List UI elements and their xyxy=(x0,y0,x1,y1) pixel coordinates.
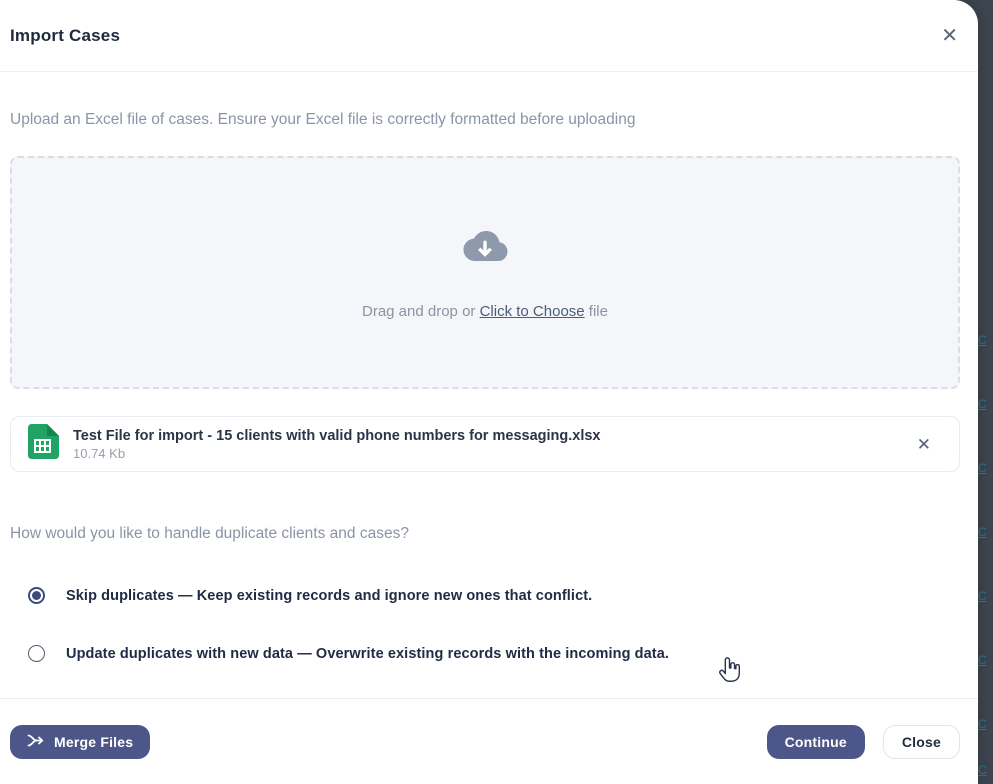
file-meta xyxy=(73,428,600,461)
radio-selected-icon[interactable] xyxy=(28,587,45,604)
close-button[interactable]: Close xyxy=(883,725,960,759)
file-size: 10.74 Kb xyxy=(73,445,126,461)
modal-header xyxy=(0,0,978,72)
option-label: Update duplicates with new data — Overwrite existing records with the incoming data. xyxy=(66,645,670,662)
modal-title: Import Cases xyxy=(10,25,121,45)
click-to-choose-link[interactable]: Click to Choose xyxy=(479,302,585,320)
duplicate-handling-question: How would you like to handle duplicate clients and cases? xyxy=(10,525,409,542)
background-link-glyph: C xyxy=(978,653,987,667)
option-label: Skip duplicates — Keep existing records and ignore new ones that conflict. xyxy=(66,587,593,604)
remove-file-icon[interactable]: ✕ xyxy=(913,432,935,457)
merge-files-label: Merge Files xyxy=(54,733,134,750)
file-name: Test File for import - 15 clients with valid phone numbers for messaging.xlsx xyxy=(73,427,601,444)
drag-text-prefix: Drag and drop or xyxy=(362,302,476,320)
cloud-upload-icon xyxy=(461,226,509,271)
modal-body xyxy=(0,72,978,698)
spreadsheet-file-icon xyxy=(27,424,60,464)
background-link-glyph: C xyxy=(978,525,987,539)
duplicate-options xyxy=(28,587,960,662)
file-dropzone[interactable] xyxy=(10,156,960,389)
background-link-glyph: C xyxy=(978,763,987,777)
dropzone-text xyxy=(362,303,608,320)
merge-icon xyxy=(27,733,45,751)
merge-files-button[interactable] xyxy=(10,725,150,759)
continue-button[interactable]: Continue xyxy=(767,725,865,759)
upload-instructions: Upload an Excel file of cases. Ensure your Excel file is correctly formatted before uploading xyxy=(10,111,636,128)
option-update-duplicates[interactable] xyxy=(28,645,960,662)
background-link-glyph: C xyxy=(978,589,987,603)
modal-footer xyxy=(0,698,978,784)
background-link-glyph: C xyxy=(978,333,987,347)
background-link-glyph: C xyxy=(978,461,987,475)
drag-text-suffix: file xyxy=(588,302,608,320)
background-link-glyph: C xyxy=(978,397,987,411)
uploaded-file-row xyxy=(10,416,960,472)
radio-unselected-icon[interactable] xyxy=(28,645,45,662)
option-skip-duplicates[interactable] xyxy=(28,587,960,604)
background-link-glyph: C xyxy=(978,717,987,731)
close-icon[interactable]: ✕ xyxy=(937,22,962,50)
